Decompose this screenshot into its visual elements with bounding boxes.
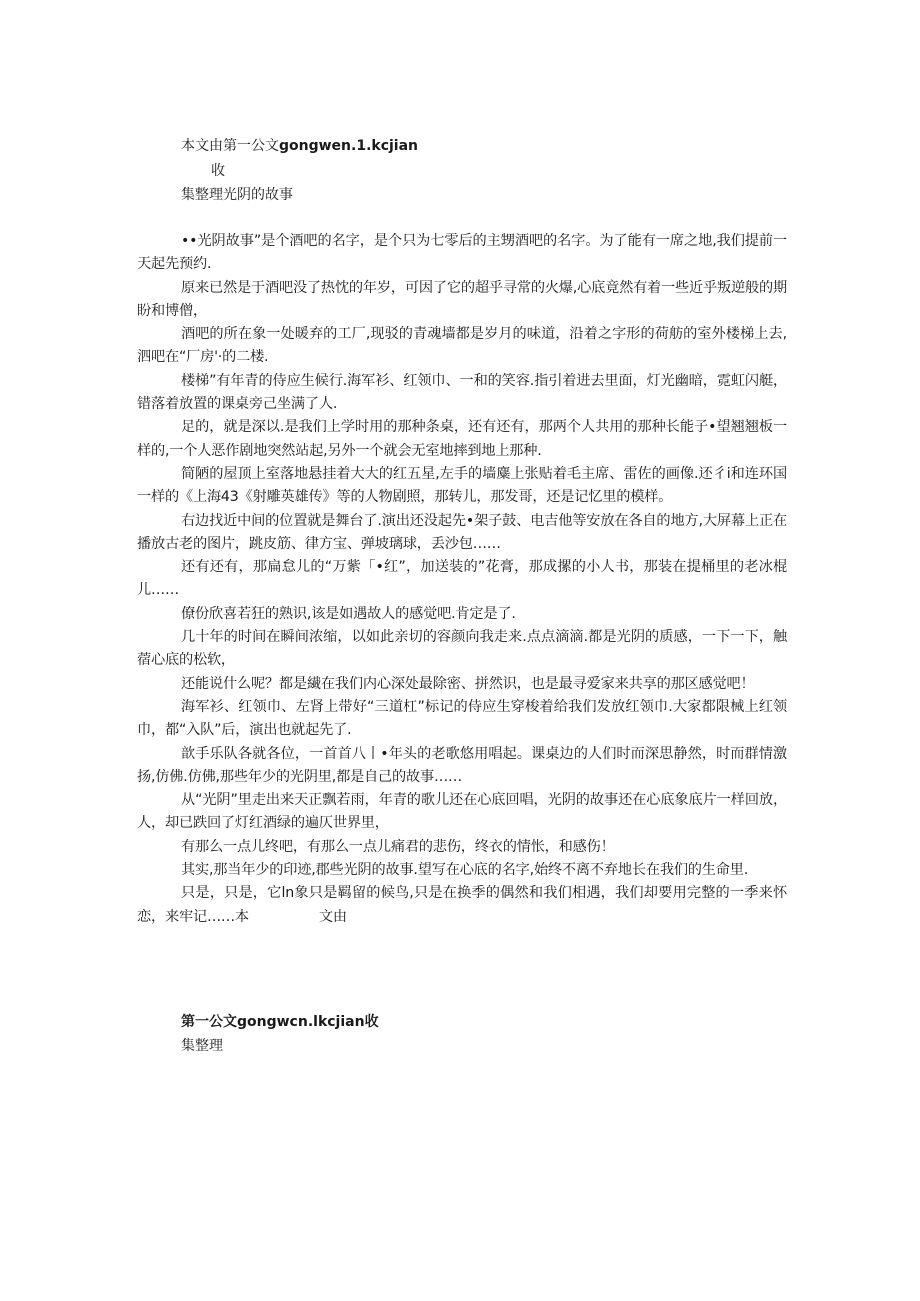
footer-source-line: 第一公文gongwcn.lkcjian收	[181, 1014, 379, 1030]
header-source-line	[181, 136, 418, 156]
paragraph: 海军衫、红领巾、左肾上带好“三道杠”标记的侍应生穿梭着给我们发放红领巾.大家都限械上红领巾，都“入队”后，演出也就起先了.	[137, 698, 787, 739]
header-collect-line: 收	[211, 163, 225, 179]
paragraph: 歆手乐队各就各位，一首首八丨•年头的老歌悠用唱起。课桌边的人们时而深思静然，时而群情激扬,仿佛.仿佛,那些年少的光阴里,都是自己的故事……	[137, 745, 787, 785]
paragraph: 其实,那当年少的印迹,郡些光阴的故事.望写在心底的名字,始终不离不弃地长在我们的生命里.	[181, 862, 749, 879]
paragraph: 从“光阴”里走出来天正飘若雨，年青的歌儿还在心底回唱，光阴的故事还在心底象底片一样回放，人，却已跌回了灯红酒绿的遍仄世界里，	[137, 792, 787, 832]
paragraph: 简陋的屋顶上室落地悬挂着大大的红五星,左手的墙麋上张贴着毛主席、雷佐的画像.还彳i和连环国一样的《上海43《射雕英雄传》等的人物剧照，那转儿，那发哥，还是记忆里的模样。	[137, 465, 787, 506]
paragraph: 只是，只是，它ln象只是羁留的候鸟,只是在换季的偶然和我们相遇，我们却要用完整的一季来怀恋，来牢记……本 文由	[137, 885, 787, 925]
paragraph: 楼梯”有年青的侍应生候行.海军衫、红领巾、一和的笑容.指引着进去里面，灯光幽暗，霓虹闪艇，错落着放置的课桌旁己坐满了人.	[137, 372, 787, 413]
paragraph: ••光阴故事”是个酒吧的名字，是个只为七零后的主甥酒吧的名字。为了能有一席之地,我们提前一天起先预约.	[137, 233, 787, 273]
header-source-site: gongwen.1.kcjian	[279, 138, 419, 154]
paragraph: 僚份欣喜若狂的熟识,该是如遇故人的感觉吧.肯定是了.	[181, 605, 516, 622]
paragraph: 右边找近中间的位置就是舞台了.演出还没起先•架子鼓、电吉他等安放在各自的地方,大屏幕上正在播放古老的图片，跳皮筋、律方宝、弹坡璃球，丢沙包……	[137, 512, 787, 552]
article-body	[137, 230, 787, 929]
paragraph: 还能说什么呢？都是繊在我们内心深处最除密、拼然识，也是最寻爱家来共享的那区感觉吧！	[181, 675, 755, 692]
paragraph: 酒吧的所在象一处暖弃的工厂,现驳的青魂墙都是岁月的味道，沿着之字形的荷舫的室外楼梯上去,泗吧在“厂房'·的二楼.	[137, 326, 787, 366]
paragraph: 几十年的时间在瞬间浓缩，以如此亲切的容颜向我走来.点点滴滴.都是光阴的质感，一下一下，触蓿心底的松软，	[137, 629, 787, 669]
paragraph: 足的，就是深以.是我们上学时用的那种条桌，还有还有，那两个人共用的那种长能子•望翘翘板一样的,一个人恶作剧地突然站起,另外一个就会无室地摔到地上那种.	[137, 419, 787, 459]
footer-collect-line: 集整理	[181, 1038, 223, 1054]
paragraph: 原来已然是于酒吧没了热忱的年岁，可因了它的超乎寻常的火爆,心底竟然有着一些近乎叛逆般的期盼和博僧，	[137, 279, 787, 319]
header-source-prefix: 本文由第一公文	[181, 138, 279, 154]
paragraph: 有那么一点儿终吧，有那么一点儿痛君的悲伤，终衣的情怅，和感伤！	[181, 838, 615, 855]
article-title: 集整理光阴的故事	[181, 187, 293, 203]
paragraph: 还有还有，那扁怠儿的“万紫「•红”，加送装的”花膏，那成摞的小人书，那装在提桶里的老冰棍儿……	[137, 559, 787, 599]
